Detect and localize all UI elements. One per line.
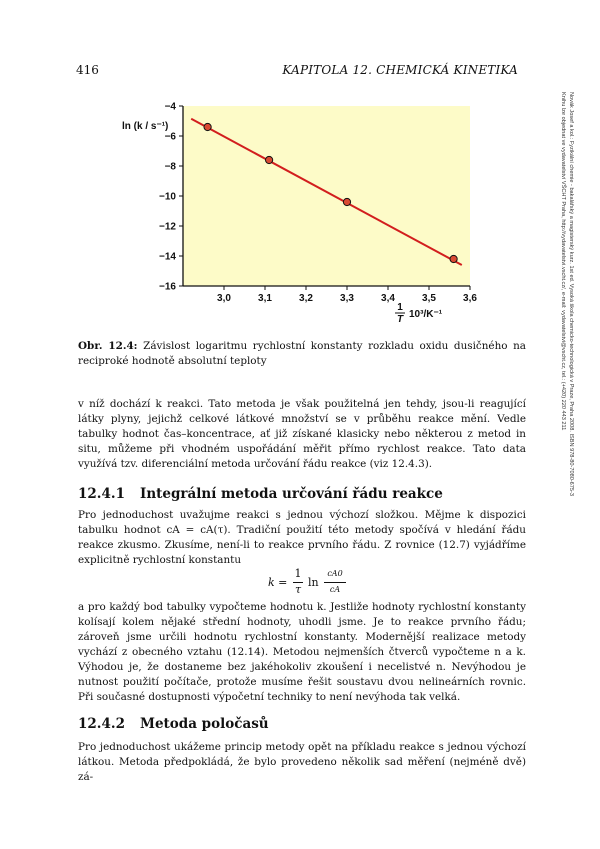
plot-area <box>183 106 470 286</box>
figure-caption-label: Obr. 12.4: <box>78 340 138 352</box>
data-point <box>266 156 273 163</box>
equation-tau: τ <box>294 583 302 596</box>
y-tick-label: −14 <box>159 251 176 263</box>
data-point <box>204 123 211 130</box>
side-note <box>560 92 576 572</box>
section-title: Metoda poločasů <box>140 716 269 732</box>
x-tick-label: 3,3 <box>340 293 354 304</box>
x-tick-label: 3,5 <box>422 293 436 304</box>
y-tick-label: −4 <box>164 101 176 113</box>
rate-constant-equation <box>268 566 368 600</box>
side-note-line-2: Knihu lze objednat ve vydavatelství VŠCHT Praha, http://vydavatelstvi.vscht.cz/, e-mail: vydavatelstvi@vscht.cz, tel.: (+420) 220 443 211 <box>560 92 566 431</box>
equation-denominator: cA <box>329 585 341 594</box>
x-tick-label: 3,2 <box>299 293 313 304</box>
y-axis-label: ln (k / s⁻¹) <box>122 121 169 132</box>
equation-ln: ln <box>308 576 319 589</box>
equation-one: 1 <box>294 567 302 580</box>
equation-lhs: k = <box>268 576 288 589</box>
paragraph-3: a pro každý bod tabulky vypočteme hodnotu k. Jestliže hodnoty rychlostní konstanty kolísají kolem nějaké střední hodnoty, uhodli jsme. Je to reakce prvního řádu; zároveň jsme určili hodnotu rychlostní konstanty. Modernější realizace metody vychází z obecného vztahu (12.14). Metodou nejmenších čtverců vypočteme n a k. Výhodou je, že dostaneme bez jakéhokoliv zkoušení i necelistvé n. Nevýhodou je nutnost použití počítače, protože musíme řešit soustavu dvou nelineárních rovnic. Při současné dostupnosti výpočetní techniky to není nevýhoda tak velká. <box>78 601 526 703</box>
x-axis-label-numerator: 1 <box>397 302 403 313</box>
figure-chart <box>120 96 490 325</box>
data-point <box>450 255 457 262</box>
y-tick-label: −8 <box>164 161 176 173</box>
fraction-bar <box>324 582 346 583</box>
section-heading-12-4-1 <box>78 486 443 502</box>
page-number: 416 <box>76 63 99 77</box>
x-tick-label: 3,6 <box>463 293 477 304</box>
running-head: KAPITOLA 12. CHEMICKÁ KINETIKA <box>282 63 518 77</box>
paragraph-1: v níž dochází k reakci. Tato metoda je však použitelná jen tehdy, jsou-li reagující látky plyny, jejichž celkové látkové množství se v průběhu reakce mění. Vedle tabulky hodnot čas–koncentrace, ať již získané klasicky nebo některou z metod in situ, můžeme při vhodném uspořádání měřit přímo rychlost reakce. Tato data využívá tzv. diferenciální metoda určování řádu reakce (viz 12.4.3). <box>78 398 526 470</box>
paragraph-2: Pro jednoduchost uvažujme reakci s jednou výchozí složkou. Mějme k dispozici tabulku hodnot cA = cA(τ). Tradiční použití této metody spočívá v hledání řádu reakce zkusmo. Zkusíme, není-li to reakce prvního řádu. Z rovnice (12.7) vyjádříme explicitně rychlostní konstantu <box>78 509 526 566</box>
section-heading-12-4-2 <box>78 716 269 732</box>
paragraph-4: Pro jednoduchost ukážeme princip metody opět na příkladu reakce s jednou výchozí látkou. Metoda předpokládá, že bylo provedeno několik sad měření (nejméně dvě) zá- <box>78 741 526 783</box>
y-tick-label: −16 <box>159 281 176 293</box>
x-tick-label: 3,1 <box>258 293 272 304</box>
x-axis-label-unit: 10³/K⁻¹ <box>409 309 443 320</box>
section-number: 12.4.2 <box>78 716 125 732</box>
ln-k-vs-reciprocal-temperature-plot <box>120 96 490 325</box>
x-axis-label-denominator: T <box>396 314 404 325</box>
data-point <box>343 198 350 205</box>
x-tick-label: 3,0 <box>217 293 231 304</box>
figure-caption <box>78 339 526 369</box>
y-tick-label: −12 <box>159 221 176 233</box>
section-number: 12.4.1 <box>78 486 125 502</box>
side-note-line-1: Novák Josef a kol.: Fyzikální chemie - bakalářský a magisterský kurz. 1st ed. Vysoká škola chemicko-technologická v Praze, Praha 2008. ISBN 978-80-7080-675-3 <box>568 92 574 496</box>
equation-numerator: cA0 <box>327 569 343 578</box>
x-tick-label: 3,4 <box>381 293 395 304</box>
y-tick-label: −10 <box>159 191 176 203</box>
section-title: Integrální metoda určování řádu reakce <box>140 486 443 502</box>
figure-caption-text: Závislost logaritmu rychlostní konstanty rozkladu oxidu dusičného na reciproké hodnotě absolutní teploty <box>78 340 527 367</box>
y-tick-label: −6 <box>164 131 176 143</box>
